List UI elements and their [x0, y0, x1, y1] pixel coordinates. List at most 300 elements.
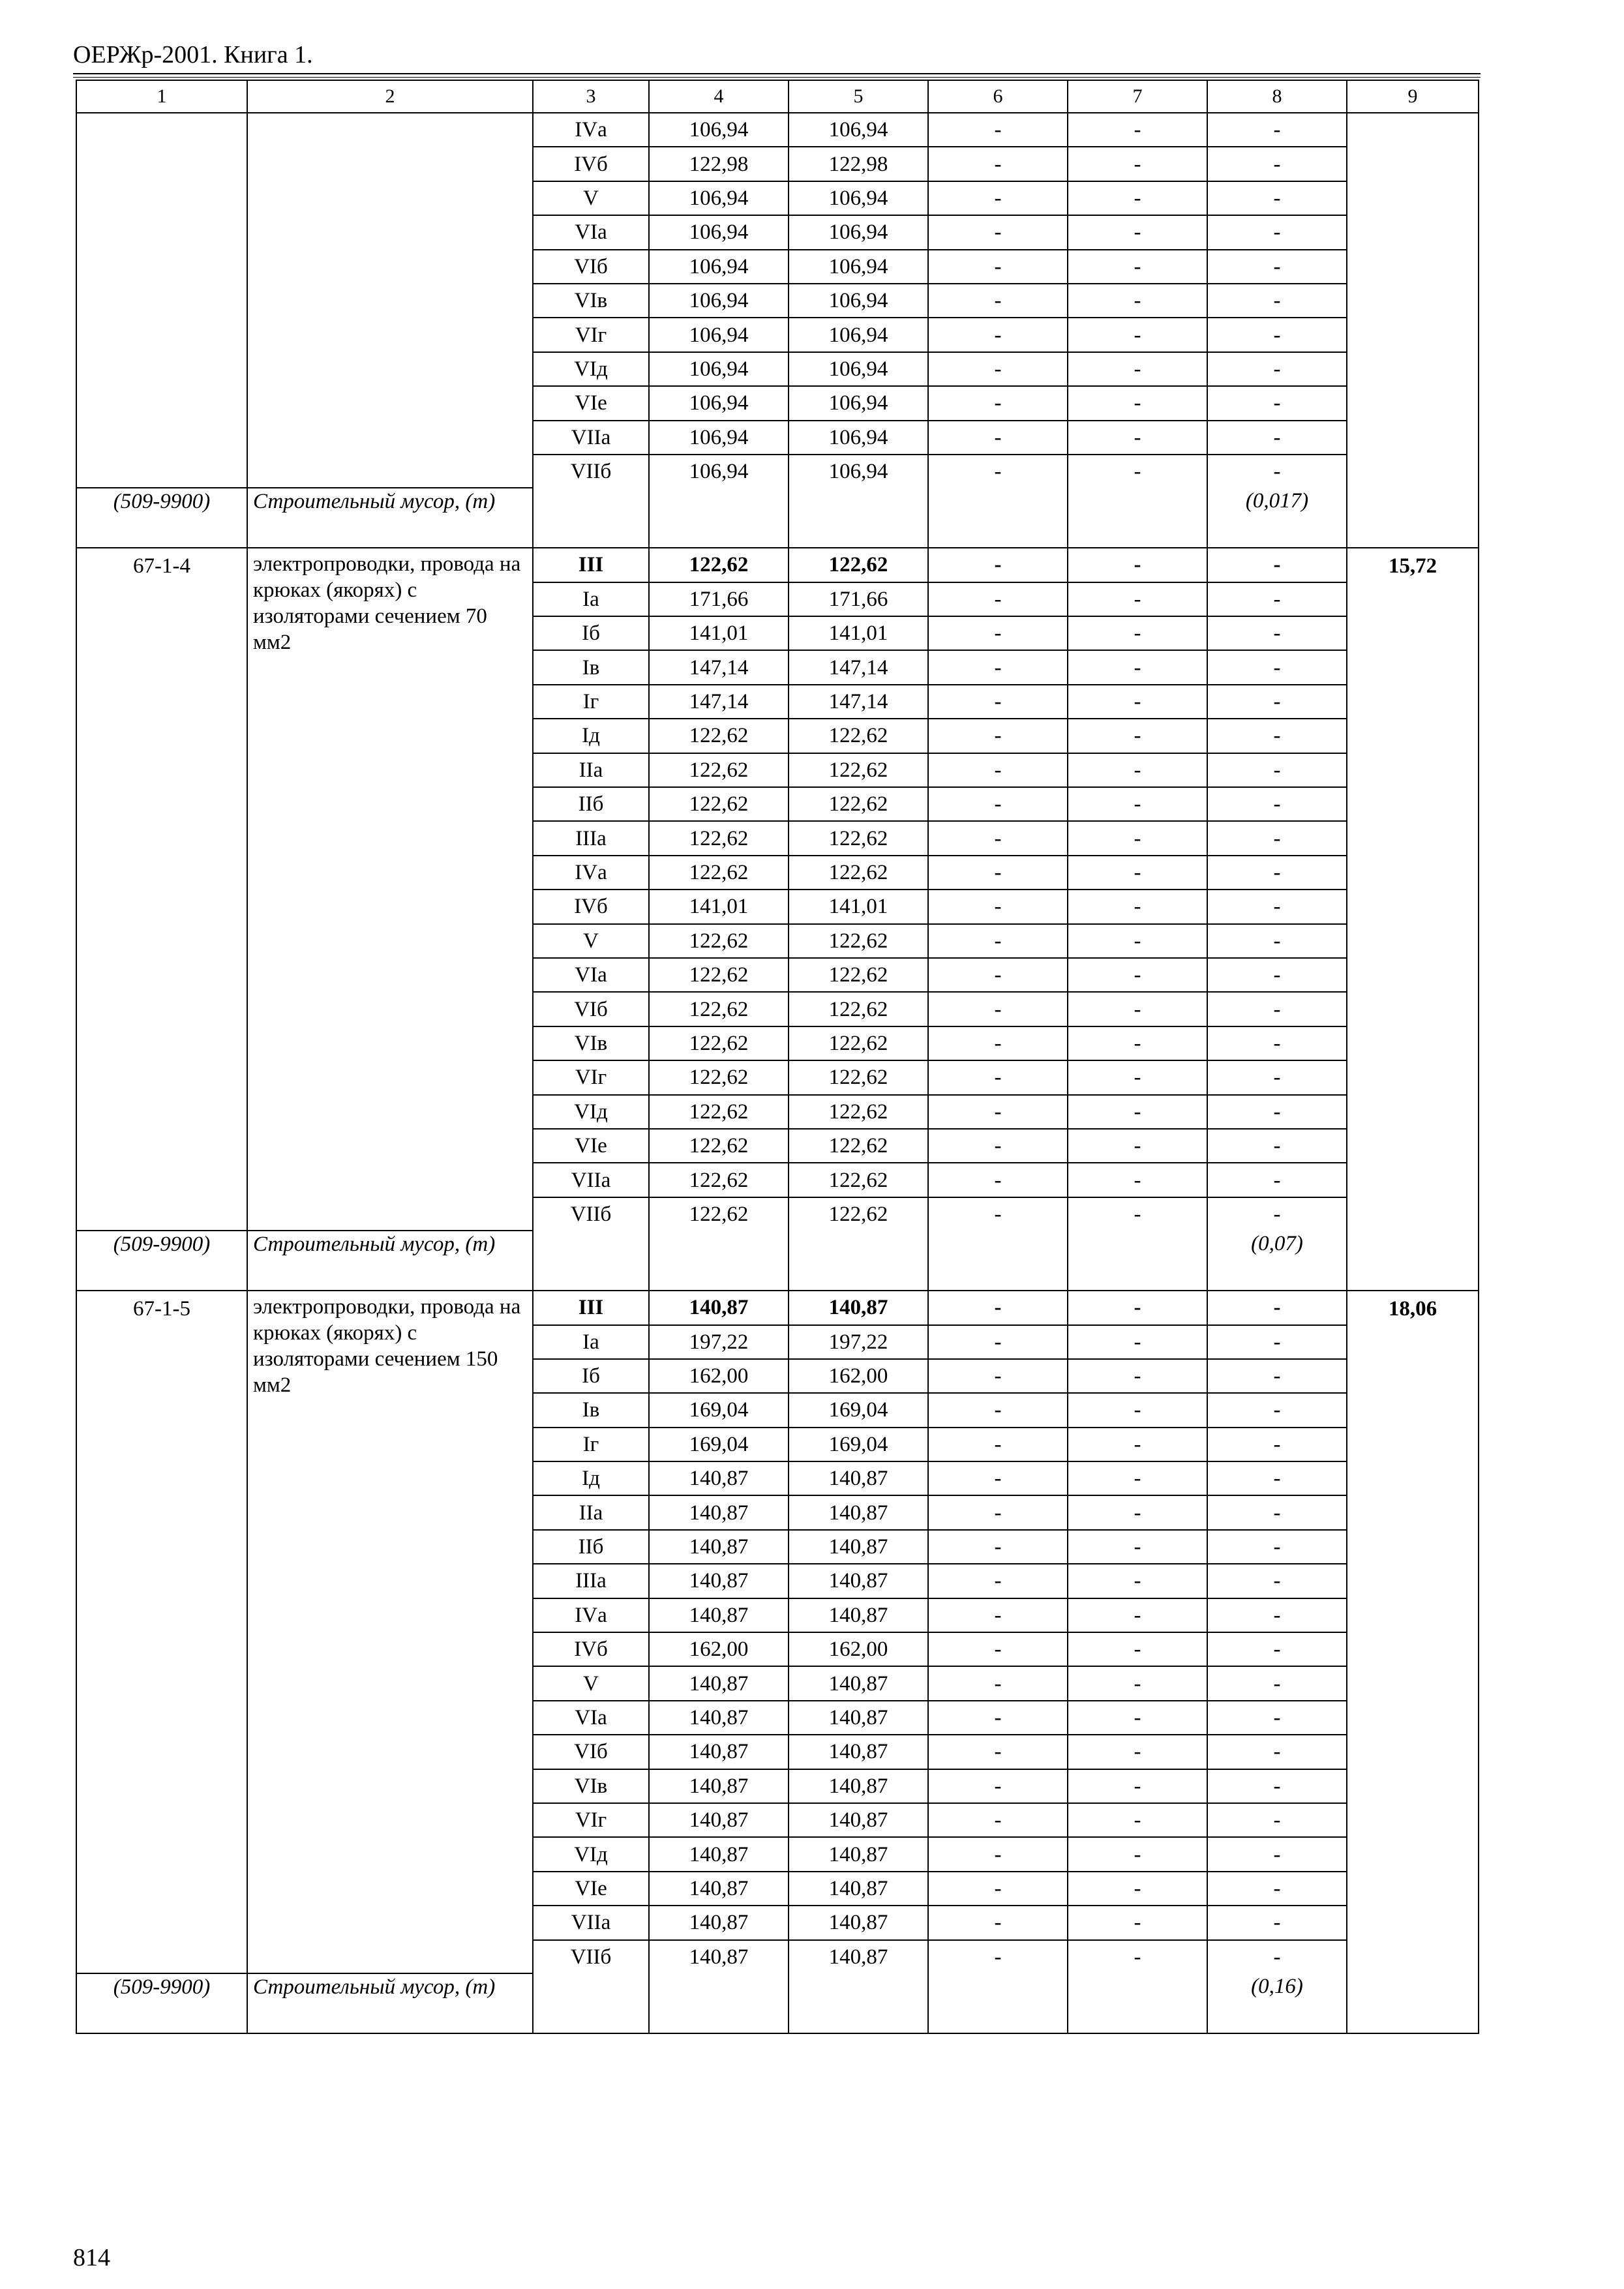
empty-cell [928, 488, 1068, 548]
value-cell: 140,87 [649, 1735, 789, 1769]
value-cell: - [1068, 650, 1207, 684]
zone-cell: VIг [533, 1060, 649, 1094]
zone-cell: VIе [533, 1872, 649, 1906]
value-cell: 147,14 [649, 685, 789, 719]
value-cell: - [1068, 147, 1207, 181]
value-cell: 106,94 [649, 181, 789, 215]
value-cell: - [1068, 455, 1207, 488]
zone-cell: Iг [533, 685, 649, 719]
value-cell: - [928, 1291, 1068, 1324]
value-cell: - [1207, 1461, 1347, 1495]
value-cell: 140,87 [649, 1769, 789, 1803]
empty-cell [533, 1973, 649, 2033]
value-cell: - [928, 685, 1068, 719]
value-cell: - [928, 147, 1068, 181]
value-cell: - [1207, 1837, 1347, 1871]
value-cell: 122,98 [649, 147, 789, 181]
empty-cell [649, 1231, 789, 1291]
value-cell: - [1068, 1060, 1207, 1094]
value-cell: 122,62 [649, 1197, 789, 1231]
value-cell: - [1207, 1769, 1347, 1803]
value-cell: - [1068, 685, 1207, 719]
value-cell: - [928, 890, 1068, 923]
value-cell: - [1207, 1495, 1347, 1529]
value-cell: 106,94 [649, 250, 789, 284]
waste-name: Строительный мусор, (т) [247, 1973, 533, 2033]
value-cell: 122,62 [789, 719, 928, 753]
value-cell: - [1207, 1325, 1347, 1359]
zone-cell: V [533, 1666, 649, 1700]
value-cell: - [1207, 1129, 1347, 1163]
rate-description [247, 113, 533, 488]
zone-cell: VIг [533, 318, 649, 352]
zone-cell: Iа [533, 582, 649, 616]
value-cell: - [1207, 1632, 1347, 1666]
value-cell: - [1068, 1837, 1207, 1871]
zone-cell: VIIа [533, 1163, 649, 1197]
value-cell: - [1068, 1632, 1207, 1666]
value-cell: - [1068, 1359, 1207, 1393]
zone-cell: VIа [533, 1701, 649, 1735]
zone-cell: VIе [533, 386, 649, 420]
table-body [76, 80, 1479, 2033]
value-cell: 122,62 [789, 821, 928, 855]
value-cell: - [928, 1359, 1068, 1393]
value-cell: 140,87 [649, 1701, 789, 1735]
zone-cell: VIд [533, 1095, 649, 1129]
value-cell: - [928, 958, 1068, 992]
value-cell: 122,62 [789, 1095, 928, 1129]
value-cell: - [1207, 250, 1347, 284]
zone-cell: IIб [533, 787, 649, 821]
value-cell: 140,87 [789, 1803, 928, 1837]
value-cell: - [1068, 113, 1207, 147]
value-cell: - [928, 1666, 1068, 1700]
zone-cell: IVб [533, 890, 649, 923]
value-cell: - [1068, 1393, 1207, 1427]
value-cell: - [928, 650, 1068, 684]
empty-cell [533, 488, 649, 548]
value-cell: - [1207, 455, 1347, 488]
waste-code: (509-9900) [76, 1231, 247, 1291]
value-cell: - [928, 1564, 1068, 1598]
rate-code [76, 113, 247, 488]
value-cell: - [1207, 1197, 1347, 1231]
value-cell: - [1068, 719, 1207, 753]
value-cell: 122,62 [649, 1095, 789, 1129]
value-cell: 140,87 [789, 1598, 928, 1632]
value-cell: - [928, 1428, 1068, 1461]
waste-row [76, 1973, 1479, 2033]
value-cell: 122,62 [789, 1026, 928, 1060]
value-cell: - [1068, 352, 1207, 386]
value-cell: 122,62 [649, 821, 789, 855]
value-cell: - [1207, 890, 1347, 923]
value-cell: 106,94 [649, 421, 789, 455]
zone-cell: IVа [533, 113, 649, 147]
value-cell: 106,94 [789, 455, 928, 488]
value-cell: 122,62 [789, 924, 928, 958]
value-cell: - [928, 753, 1068, 787]
value-cell: - [1068, 215, 1207, 249]
value-cell: 106,94 [789, 386, 928, 420]
value-cell: 141,01 [649, 616, 789, 650]
value-cell: 122,62 [649, 1129, 789, 1163]
value-cell: - [1068, 1129, 1207, 1163]
zone-cell: Iб [533, 616, 649, 650]
value-cell: 197,22 [649, 1325, 789, 1359]
empty-cell [789, 1231, 928, 1291]
column-number: 9 [1347, 80, 1479, 113]
value-cell: 122,62 [649, 958, 789, 992]
rate-description: электропроводки, провода на крюках (якорях) с изоляторами сечением 150 мм2 [247, 1291, 533, 1973]
value-cell: - [1207, 1872, 1347, 1906]
value-cell: - [1207, 616, 1347, 650]
table-row [76, 1291, 1479, 1324]
value-cell: - [1068, 1530, 1207, 1564]
zone-cell: VIб [533, 250, 649, 284]
column-number: 2 [247, 80, 533, 113]
document-header: ОЕРЖр-2001. Книга 1. [73, 41, 313, 68]
value-cell: - [928, 421, 1068, 455]
zone-cell: IVб [533, 1632, 649, 1666]
zone-cell: Iб [533, 1359, 649, 1393]
value-cell: - [1207, 1666, 1347, 1700]
value-cell: - [928, 386, 1068, 420]
value-cell: 171,66 [649, 582, 789, 616]
zone-cell: VIб [533, 1735, 649, 1769]
zone-cell: IIа [533, 1495, 649, 1529]
value-cell: - [928, 1163, 1068, 1197]
value-cell: - [1207, 386, 1347, 420]
value-cell: - [928, 548, 1068, 582]
value-cell: 140,87 [649, 1598, 789, 1632]
column-number: 5 [789, 80, 928, 113]
value-cell: 122,62 [789, 787, 928, 821]
zone-cell: Iв [533, 1393, 649, 1427]
value-cell: 197,22 [789, 1325, 928, 1359]
total-cell [1347, 113, 1479, 548]
value-cell: 169,04 [649, 1393, 789, 1427]
value-cell: - [928, 1530, 1068, 1564]
value-cell: 140,87 [649, 1461, 789, 1495]
value-cell: - [1207, 650, 1347, 684]
value-cell: - [928, 1735, 1068, 1769]
value-cell: - [1068, 582, 1207, 616]
value-cell: 122,62 [649, 548, 789, 582]
value-cell: - [1068, 1735, 1207, 1769]
value-cell: - [928, 1906, 1068, 1939]
value-cell: 140,87 [789, 1940, 928, 1973]
value-cell: - [928, 113, 1068, 147]
value-cell: - [1068, 992, 1207, 1026]
value-cell: 162,00 [649, 1632, 789, 1666]
empty-cell [1068, 488, 1207, 548]
value-cell: - [1068, 548, 1207, 582]
zone-cell: IIIа [533, 1564, 649, 1598]
value-cell: 122,62 [789, 958, 928, 992]
value-cell: 140,87 [649, 1872, 789, 1906]
empty-cell [1068, 1973, 1207, 2033]
value-cell: - [1207, 1940, 1347, 1973]
value-cell: 140,87 [649, 1803, 789, 1837]
waste-value: (0,16) [1207, 1973, 1347, 2033]
zone-cell: VIг [533, 1803, 649, 1837]
table-row [76, 113, 1479, 147]
value-cell: 147,14 [649, 650, 789, 684]
value-cell: - [1207, 1393, 1347, 1427]
value-cell: - [1207, 924, 1347, 958]
value-cell: 106,94 [649, 113, 789, 147]
value-cell: - [928, 821, 1068, 855]
value-cell: 140,87 [789, 1495, 928, 1529]
value-cell: - [1207, 992, 1347, 1026]
value-cell: 140,87 [789, 1769, 928, 1803]
value-cell: - [1068, 1026, 1207, 1060]
value-cell: 171,66 [789, 582, 928, 616]
value-cell: - [1068, 1701, 1207, 1735]
value-cell: 122,62 [789, 1163, 928, 1197]
value-cell: - [928, 856, 1068, 890]
value-cell: 162,00 [789, 1359, 928, 1393]
value-cell: 140,87 [649, 1837, 789, 1871]
value-cell: 162,00 [789, 1632, 928, 1666]
value-cell: 106,94 [649, 318, 789, 352]
value-cell: - [1207, 181, 1347, 215]
value-cell: 106,94 [789, 113, 928, 147]
zone-cell: VIIб [533, 455, 649, 488]
empty-cell [789, 488, 928, 548]
value-cell: - [1207, 1026, 1347, 1060]
value-cell: 140,87 [789, 1872, 928, 1906]
value-cell: 106,94 [649, 352, 789, 386]
value-cell: - [928, 924, 1068, 958]
value-cell: - [1207, 113, 1347, 147]
value-cell: - [928, 1393, 1068, 1427]
value-cell: 122,62 [649, 787, 789, 821]
value-cell: 140,87 [789, 1564, 928, 1598]
table-row [76, 548, 1479, 582]
value-cell: - [1207, 1060, 1347, 1094]
zone-cell: Iд [533, 719, 649, 753]
value-cell: 140,87 [789, 1906, 928, 1939]
value-cell: 140,87 [789, 1666, 928, 1700]
rate-code: 67-1-4 [76, 548, 247, 1231]
waste-code: (509-9900) [76, 488, 247, 548]
zone-cell: VIд [533, 1837, 649, 1871]
column-number: 4 [649, 80, 789, 113]
zone-cell: VIе [533, 1129, 649, 1163]
value-cell: - [1207, 284, 1347, 318]
value-cell: - [1207, 1701, 1347, 1735]
value-cell: 122,62 [789, 1197, 928, 1231]
value-cell: - [928, 1701, 1068, 1735]
zone-cell: IIб [533, 1530, 649, 1564]
price-table [76, 80, 1479, 2034]
value-cell: - [928, 719, 1068, 753]
value-cell: 140,87 [649, 1666, 789, 1700]
value-cell: - [1068, 1163, 1207, 1197]
value-cell: - [928, 1872, 1068, 1906]
value-cell: - [1068, 1095, 1207, 1129]
empty-cell [928, 1231, 1068, 1291]
zone-cell: IIIа [533, 821, 649, 855]
value-cell: 169,04 [789, 1428, 928, 1461]
value-cell: - [1207, 958, 1347, 992]
value-cell: 122,62 [789, 548, 928, 582]
empty-cell [533, 1231, 649, 1291]
value-cell: - [928, 1837, 1068, 1871]
column-number-row [76, 80, 1479, 113]
zone-cell: VIб [533, 992, 649, 1026]
zone-cell: VIа [533, 958, 649, 992]
value-cell: - [928, 616, 1068, 650]
value-cell: 106,94 [789, 318, 928, 352]
value-cell: 106,94 [789, 250, 928, 284]
column-number: 8 [1207, 80, 1347, 113]
value-cell: 141,01 [649, 890, 789, 923]
value-cell: - [1207, 582, 1347, 616]
value-cell: - [1207, 1359, 1347, 1393]
empty-cell [649, 488, 789, 548]
rate-description: электропроводки, провода на крюках (якорях) с изоляторами сечением 70 мм2 [247, 548, 533, 1231]
value-cell: - [1207, 719, 1347, 753]
value-cell: 122,62 [649, 719, 789, 753]
zone-cell: VIв [533, 284, 649, 318]
value-cell: 140,87 [789, 1291, 928, 1324]
value-cell: - [1207, 685, 1347, 719]
value-cell: - [928, 1803, 1068, 1837]
column-number: 3 [533, 80, 649, 113]
zone-cell: IIа [533, 753, 649, 787]
value-cell: 141,01 [789, 890, 928, 923]
value-cell: 122,62 [649, 1163, 789, 1197]
zone-cell: IVа [533, 856, 649, 890]
value-cell: 140,87 [649, 1940, 789, 1973]
value-cell: - [928, 1129, 1068, 1163]
empty-cell [928, 1973, 1068, 2033]
value-cell: - [928, 181, 1068, 215]
column-number: 6 [928, 80, 1068, 113]
value-cell: - [928, 284, 1068, 318]
waste-code: (509-9900) [76, 1973, 247, 2033]
zone-cell: Iд [533, 1461, 649, 1495]
value-cell: - [928, 1197, 1068, 1231]
value-cell: - [1068, 1872, 1207, 1906]
value-cell: - [1207, 1291, 1347, 1324]
value-cell: 106,94 [789, 352, 928, 386]
waste-name: Строительный мусор, (т) [247, 488, 533, 548]
value-cell: 106,94 [649, 215, 789, 249]
value-cell: - [1068, 1428, 1207, 1461]
value-cell: - [1068, 616, 1207, 650]
value-cell: - [1207, 147, 1347, 181]
value-cell: - [1068, 386, 1207, 420]
zone-cell: Iг [533, 1428, 649, 1461]
value-cell: 140,87 [649, 1906, 789, 1939]
value-cell: - [1068, 1564, 1207, 1598]
value-cell: - [1207, 352, 1347, 386]
value-cell: - [1207, 421, 1347, 455]
value-cell: - [1068, 924, 1207, 958]
rate-code: 67-1-5 [76, 1291, 247, 1973]
value-cell: - [1207, 1803, 1347, 1837]
value-cell: - [1207, 1163, 1347, 1197]
value-cell: - [928, 1026, 1068, 1060]
value-cell: 140,87 [649, 1530, 789, 1564]
zone-cell: IVа [533, 1598, 649, 1632]
value-cell: - [1207, 821, 1347, 855]
value-cell: 140,87 [649, 1291, 789, 1324]
value-cell: - [928, 352, 1068, 386]
waste-row [76, 488, 1479, 548]
column-number: 7 [1068, 80, 1207, 113]
value-cell: 106,94 [789, 421, 928, 455]
value-cell: 122,62 [649, 924, 789, 958]
value-cell: - [1207, 1598, 1347, 1632]
value-cell: 106,94 [649, 386, 789, 420]
waste-value: (0,07) [1207, 1231, 1347, 1291]
value-cell: - [1068, 787, 1207, 821]
zone-cell: III [533, 548, 649, 582]
value-cell: - [928, 318, 1068, 352]
value-cell: - [1207, 1428, 1347, 1461]
value-cell: - [1207, 1735, 1347, 1769]
value-cell: - [1068, 250, 1207, 284]
zone-cell: VIIа [533, 1906, 649, 1939]
zone-cell: III [533, 1291, 649, 1324]
waste-name: Строительный мусор, (т) [247, 1231, 533, 1291]
value-cell: - [1207, 215, 1347, 249]
zone-cell: VIIб [533, 1940, 649, 1973]
header-rule [73, 73, 1481, 74]
value-cell: - [928, 1325, 1068, 1359]
waste-row [76, 1231, 1479, 1291]
value-cell: - [928, 1940, 1068, 1973]
value-cell: - [928, 1095, 1068, 1129]
value-cell: 122,62 [789, 1060, 928, 1094]
value-cell: - [1068, 1906, 1207, 1939]
zone-cell: VIIб [533, 1197, 649, 1231]
value-cell: - [928, 250, 1068, 284]
value-cell: 122,62 [649, 992, 789, 1026]
zone-cell: VIIа [533, 421, 649, 455]
value-cell: - [1068, 1325, 1207, 1359]
value-cell: - [928, 787, 1068, 821]
value-cell: 140,87 [789, 1837, 928, 1871]
value-cell: 140,87 [649, 1564, 789, 1598]
value-cell: 122,62 [789, 1129, 928, 1163]
value-cell: 140,87 [789, 1735, 928, 1769]
value-cell: 106,94 [649, 455, 789, 488]
zone-cell: VIв [533, 1769, 649, 1803]
value-cell: - [1068, 181, 1207, 215]
value-cell: - [1068, 318, 1207, 352]
zone-cell: Iа [533, 1325, 649, 1359]
value-cell: - [1068, 1940, 1207, 1973]
value-cell: 169,04 [649, 1428, 789, 1461]
value-cell: - [1068, 890, 1207, 923]
value-cell: 169,04 [789, 1393, 928, 1427]
value-cell: - [928, 1598, 1068, 1632]
value-cell: - [1207, 1906, 1347, 1939]
value-cell: - [1207, 1564, 1347, 1598]
total-cell: 15,72 [1347, 548, 1479, 1291]
value-cell: - [1068, 1598, 1207, 1632]
value-cell: 106,94 [789, 284, 928, 318]
value-cell: - [928, 1769, 1068, 1803]
value-cell: 122,62 [789, 856, 928, 890]
